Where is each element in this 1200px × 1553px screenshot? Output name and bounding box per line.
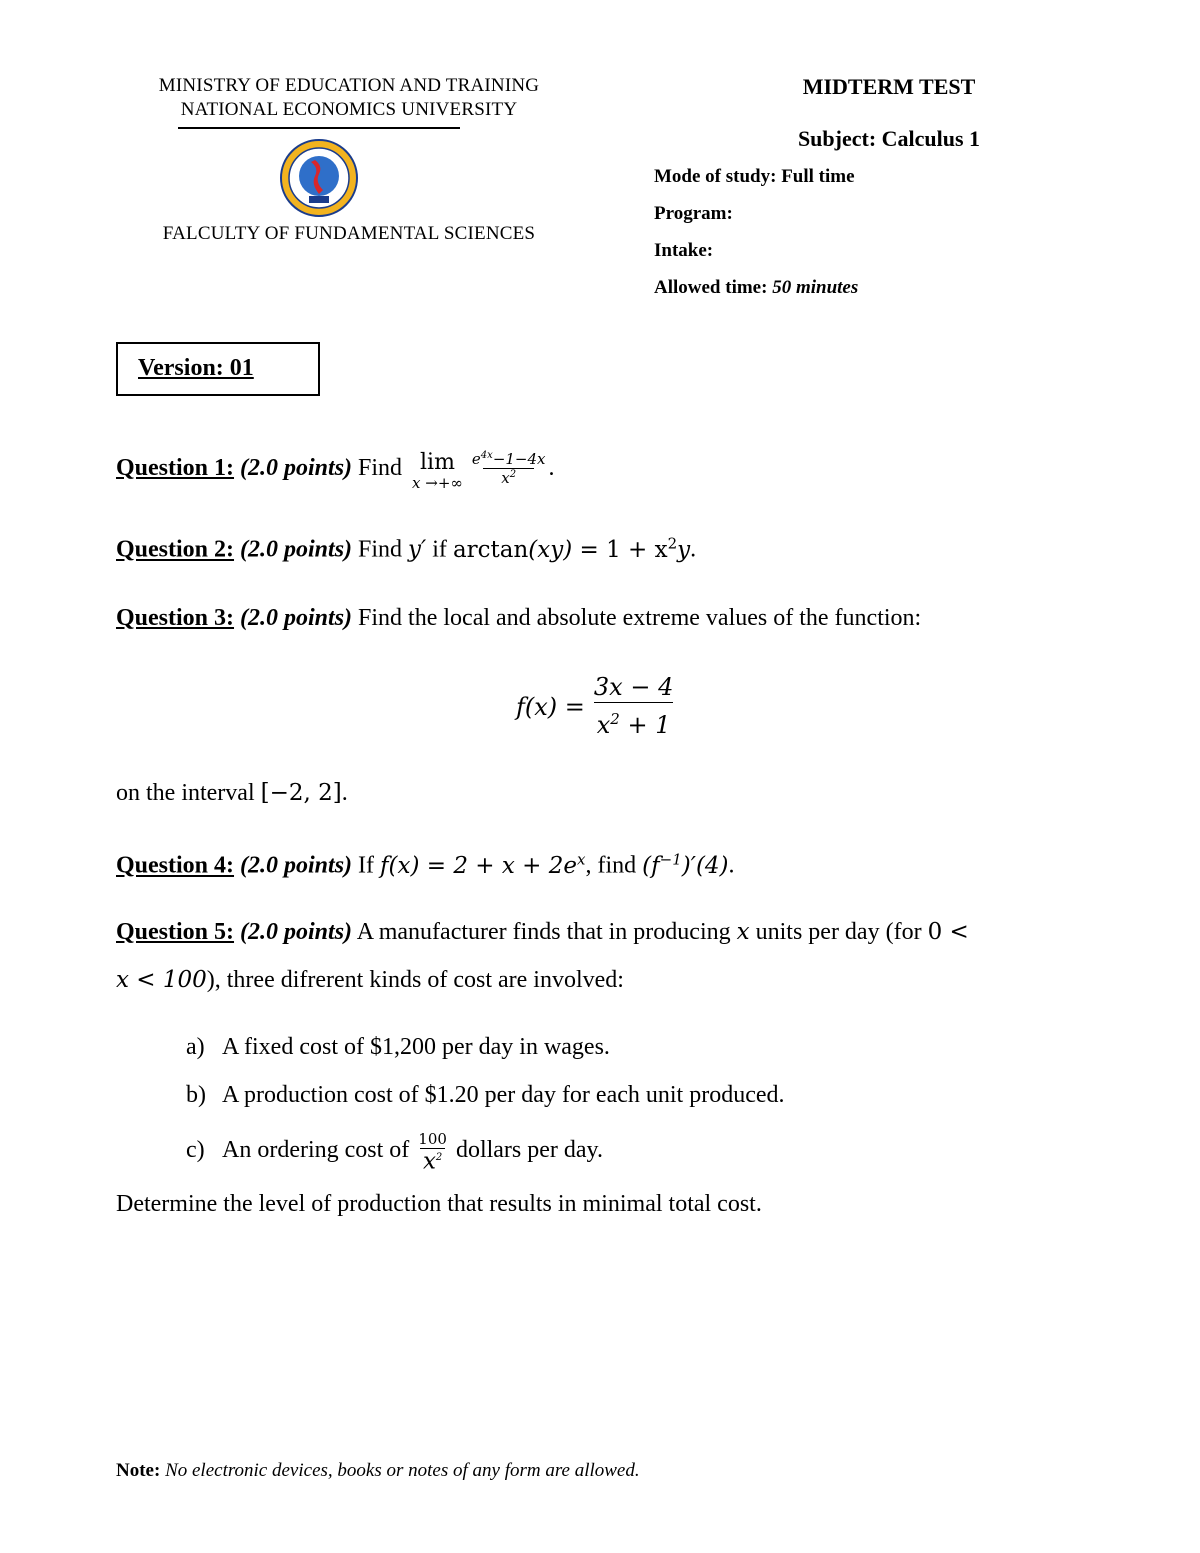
question-5-points: (2.0 points) xyxy=(240,919,353,945)
question-5-text-b: units per day (for xyxy=(755,919,922,945)
limit-operator xyxy=(412,445,463,491)
exam-note xyxy=(116,1460,640,1482)
question-1-label: Question 1: xyxy=(116,454,235,481)
limit-lim: lim xyxy=(420,450,455,475)
ministry-name: MINISTRY OF EDUCATION AND TRAINING xyxy=(158,75,540,96)
program-label: Program: xyxy=(654,203,733,224)
ordering-cost-denominator: $x^2$ xyxy=(420,1148,445,1171)
question-4-if: If xyxy=(358,852,375,879)
question-4-function: $f(x) = 2 + x + 2e^x$ xyxy=(380,850,586,879)
cost-item-a-text: A fixed cost of $1,200 per day in wages. xyxy=(222,1034,610,1060)
question-2-if: if xyxy=(432,536,447,563)
question-4-find: , find xyxy=(585,852,637,879)
question-5-text-c: ), three difrerent kinds of cost are involved: xyxy=(206,967,624,993)
limit-fraction xyxy=(469,450,549,487)
question-3-points: (2.0 points) xyxy=(240,605,353,631)
cost-item-b xyxy=(186,1082,785,1109)
version-box xyxy=(116,342,320,396)
question-3-function xyxy=(516,672,676,741)
question-2-yprime: y′ xyxy=(408,536,427,563)
question-2-label: Question 2: xyxy=(116,536,235,563)
cost-item-a xyxy=(186,1034,610,1061)
interval-text: on the interval xyxy=(116,780,255,806)
question-3-interval: on the interval [−2, 2]. xyxy=(116,780,348,806)
function-lhs: f(x) = xyxy=(516,692,585,721)
question-4-inverse: $(f^{-1})'(4)$ xyxy=(642,850,729,879)
allowed-time xyxy=(654,277,858,299)
cost-item-a-marker: a) xyxy=(186,1034,205,1060)
allowed-time-value: 50 minutes xyxy=(772,277,859,298)
function-numerator: 3x − 4 xyxy=(593,673,674,701)
ordering-cost-numerator: 100 xyxy=(418,1129,447,1148)
function-fraction xyxy=(591,672,676,741)
note-text: No electronic devices, books or notes of any form are allowed. xyxy=(165,1460,640,1481)
question-5-x: x xyxy=(736,919,750,945)
note-label: Note: xyxy=(116,1460,161,1481)
question-4-points: (2.0 points) xyxy=(240,852,353,879)
question-2-equation: $\arctan(xy) = 1 + x^2y$ xyxy=(452,534,691,563)
mode-of-study: Mode of study: Full time xyxy=(654,166,855,187)
header-divider xyxy=(178,127,460,129)
question-3-label: Question 3: xyxy=(116,605,235,631)
question-1-period: . xyxy=(548,454,555,481)
question-2-find: Find xyxy=(358,536,403,563)
cost-item-c-text-b: dollars per day. xyxy=(455,1136,603,1163)
question-1-text: Find xyxy=(358,454,403,481)
question-4-label: Question 4: xyxy=(116,852,235,879)
limit-subscript: x →+∞ xyxy=(412,474,463,492)
cost-item-b-marker: b) xyxy=(186,1082,206,1108)
faculty-name: FALCULTY OF FUNDAMENTAL SCIENCES xyxy=(162,223,536,244)
cost-item-c xyxy=(186,1124,603,1176)
cost-item-c-text-a: An ordering cost of xyxy=(222,1136,410,1163)
subject: Subject: Calculus 1 xyxy=(797,126,981,151)
question-5-line-2 xyxy=(116,967,624,994)
question-4: Question 4: (2.0 points) If $f(x) = 2 + x + 2e^x$, find $(f^{-1})'(4)$. xyxy=(116,850,735,879)
question-1-points: (2.0 points) xyxy=(240,454,353,481)
question-5-range-b: x < 100 xyxy=(116,967,207,993)
question-5-label: Question 5: xyxy=(116,919,235,945)
question-5-range-a: 0 < xyxy=(927,919,969,945)
limit-denominator: $x^2$ xyxy=(483,468,534,487)
question-2-points: (2.0 points) xyxy=(240,536,353,563)
allowed-time-label: Allowed time: xyxy=(654,277,768,298)
question-3-text: Find the local and absolute extreme values of the function: xyxy=(358,605,922,631)
question-5-text-a: A manufacturer finds that in producing xyxy=(356,919,731,945)
question-5 xyxy=(116,919,1096,946)
university-seal-logo xyxy=(279,138,359,218)
limit-numerator: $e^{4x}-1-4x$ xyxy=(471,449,546,468)
cost-item-c-marker: c) xyxy=(186,1136,205,1163)
intake-label: Intake: xyxy=(654,240,714,261)
cost-item-b-text: A production cost of $1.20 per day for each unit produced. xyxy=(222,1082,785,1108)
test-title: MIDTERM TEST xyxy=(802,74,976,99)
interval-value: [−2, 2] xyxy=(260,780,342,806)
question-5-conclusion: Determine the level of production that results in minimal total cost. xyxy=(116,1191,762,1217)
ordering-cost-fraction xyxy=(415,1129,450,1175)
university-name: NATIONAL ECONOMICS UNIVERSITY xyxy=(180,99,518,120)
question-3 xyxy=(116,605,921,632)
function-denominator: $x^2 + 1$ xyxy=(594,702,674,741)
question-2: Question 2: (2.0 points) Find y′ if $\arctan(xy) = 1 + x^2y$. xyxy=(116,534,697,563)
question-1 xyxy=(116,438,555,498)
version-label: Version: 01 xyxy=(138,355,254,381)
